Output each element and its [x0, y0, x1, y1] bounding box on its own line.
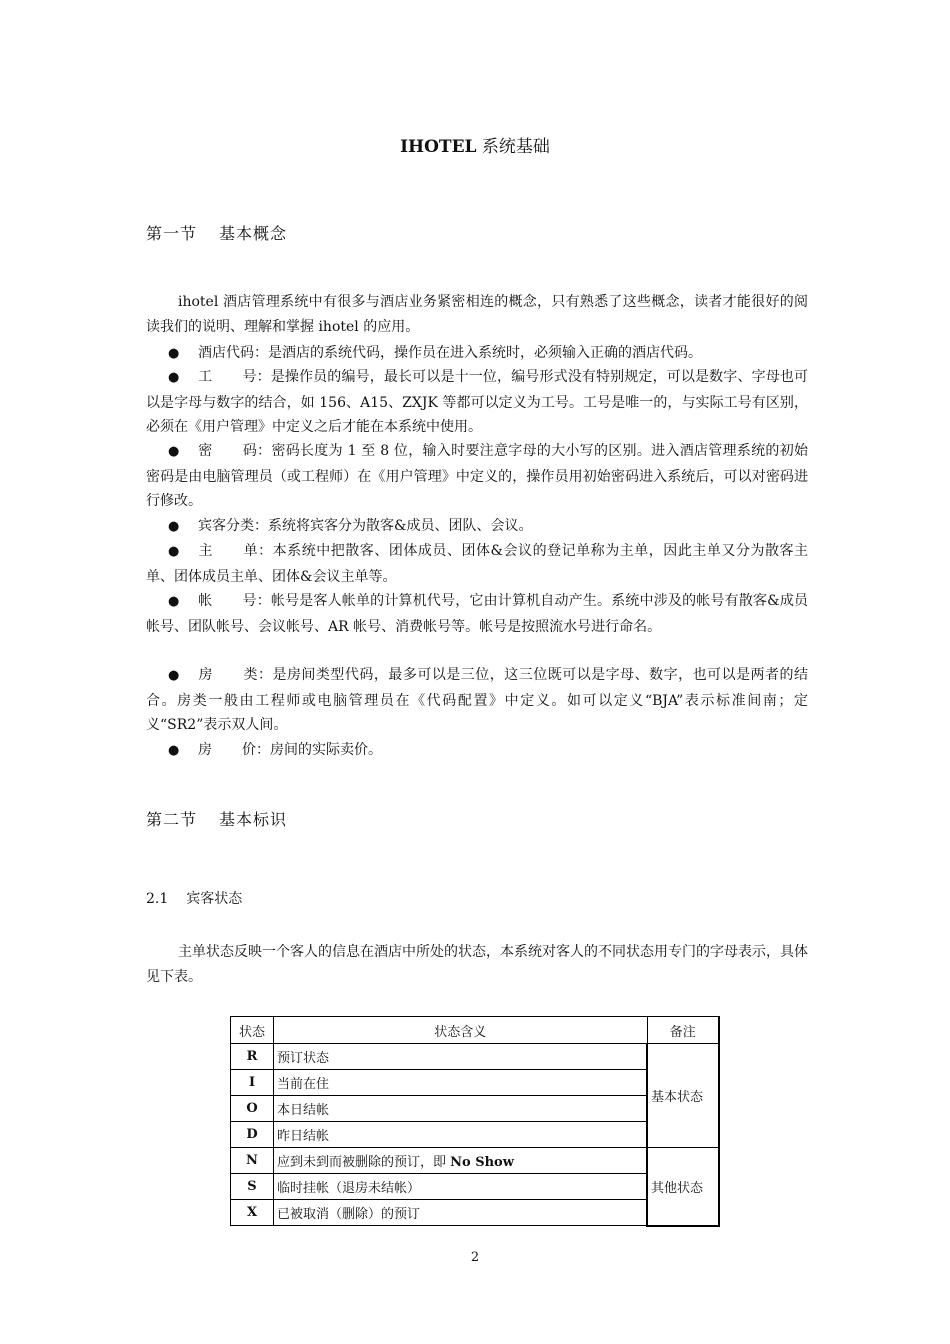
table-row [231, 1174, 720, 1200]
status-code: S [231, 1174, 274, 1200]
header-status: 状态 [231, 1017, 274, 1044]
status-meaning: 临时挂帐（退房未结帐） [274, 1174, 648, 1200]
status-code: D [231, 1122, 274, 1148]
status-code: O [231, 1096, 274, 1122]
bullet-room-rate: ● 房 价：房间的实际卖价。 [168, 742, 382, 758]
section-heading-1: 第一节 基本概念 [146, 224, 288, 243]
table-row [231, 1070, 720, 1096]
bullet-guest-class: ● 宾客分类：系统将宾客分为散客&成员、团队、会议。 [168, 518, 533, 534]
section-heading-2: 第二节 基本标识 [146, 810, 288, 829]
status-meaning: 本日结帐 [274, 1096, 648, 1122]
status-code: I [231, 1070, 274, 1096]
header-note: 备注 [647, 1017, 719, 1044]
note-basic: 基本状态 [647, 1044, 719, 1148]
bullet-room-type: ● 房 类：是房间类型代码，最多可以是三位，这三位既可以是字母、数字，也可以是两者的结合。房类一般由工程师或电脑管理员在《代码配置》中定义。如可以定义“BJA”表示标准间南；定义“SR2”表示双人间。 [146, 667, 809, 733]
status-code: X [231, 1200, 274, 1226]
table-row [231, 1122, 720, 1148]
table-row [231, 1200, 720, 1226]
status-meaning: 昨日结帐 [274, 1122, 648, 1148]
status-meaning: 已被取消（删除）的预订 [274, 1200, 648, 1226]
page-number: 2 [470, 1250, 480, 1265]
bullet-account: ● 帐 号：帐号是客人帐单的计算机代号，它由计算机自动产生。系统中涉及的帐号有散客&成员帐号、团队帐号、会议帐号、AR 帐号、消费帐号等。帐号是按照流水号进行命名。 [146, 593, 808, 635]
guest-status-table [230, 1016, 720, 1227]
header-meaning: 状态含义 [274, 1017, 648, 1044]
table-row [231, 1096, 720, 1122]
page-title: IHOTEL 系统基础 [400, 137, 550, 157]
status-code: R [231, 1044, 274, 1070]
bullet-hotel-code: ● 酒店代码：是酒店的系统代码，操作员在进入系统时，必须输入正确的酒店代码。 [168, 345, 702, 361]
table-row [231, 1148, 720, 1174]
table-row [231, 1044, 720, 1070]
bullet-master-folio: ● 主 单：本系统中把散客、团体成员、团体&会议的登记单称为主单，因此主单又分为散客主单、团体成员主单、团体&会议主单等。 [146, 543, 809, 585]
status-paragraph: 主单状态反映一个客人的信息在酒店中所处的状态，本系统对客人的不同状态用专门的字母表示，具体见下表。 [146, 944, 808, 985]
status-meaning: 预订状态 [274, 1044, 648, 1070]
note-other: 其他状态 [647, 1148, 719, 1226]
status-code: N [231, 1148, 274, 1174]
subsection-heading-2-1: 2.1 宾客状态 [146, 891, 243, 907]
status-meaning: 当前在住 [274, 1070, 648, 1096]
status-meaning: 应到未到而被删除的预订，即 No Show [274, 1148, 648, 1174]
bullet-password: ● 密 码：密码长度为 1 至 8 位，输入时要注意字母的大小写的区别。进入酒店管理系统的初始密码是由电脑管理员（或工程师）在《用户管理》中定义的，操作员用初始密码进入系统后，可以对密码进行修改。 [146, 443, 808, 509]
bullet-job-number: ● 工 号：是操作员的编号，最长可以是十一位，编号形式没有特别规定，可以是数字、字母也可以是字母与数字的结合，如 156、A15、ZXJK 等都可以定义为工号。工号是唯一的，与实际工号有区别，必须在《用户管理》中定义之后才能在本系统中使用。 [146, 369, 809, 435]
table-header-row [231, 1017, 720, 1044]
intro-paragraph: ihotel 酒店管理系统中有很多与酒店业务紧密相连的概念，只有熟悉了这些概念，读者才能很好的阅读我们的说明、理解和掌握 ihotel 的应用。 [146, 294, 808, 335]
